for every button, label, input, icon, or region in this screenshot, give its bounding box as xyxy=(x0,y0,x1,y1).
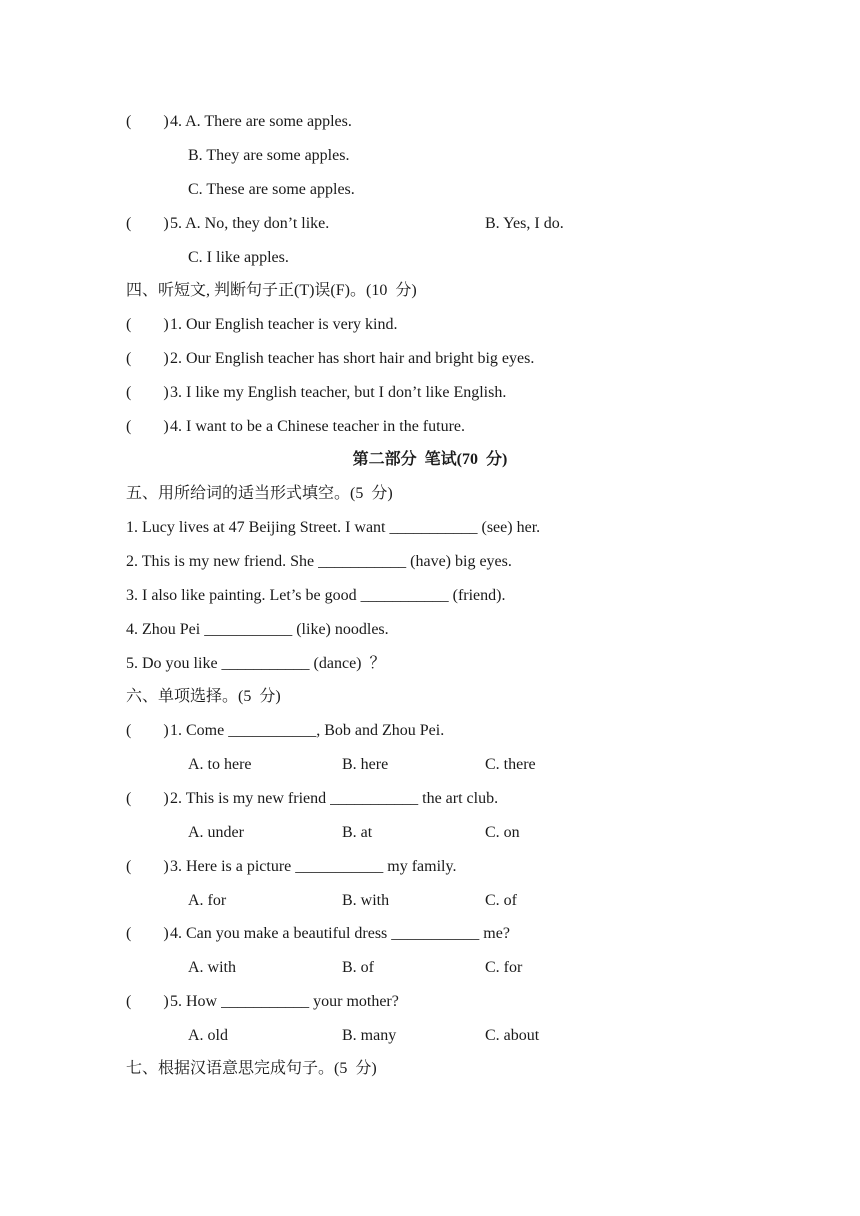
option-c: C. I like apples. xyxy=(188,249,289,266)
statement: 1. Our English teacher is very kind. xyxy=(170,316,398,333)
question-stem: 5. A. No, they don’t like. xyxy=(170,215,330,232)
option-b: B. They are some apples. xyxy=(188,147,350,164)
answer-bracket[interactable]: ( ) xyxy=(126,384,169,401)
answer-bracket[interactable]: ( ) xyxy=(126,925,169,942)
section-heading: 五、用所给词的适当形式填空。(5 分) xyxy=(126,485,393,502)
answer-bracket[interactable]: ( ) xyxy=(126,350,169,367)
option-b: B. Yes, I do. xyxy=(485,215,564,232)
statement: 2. Our English teacher has short hair and bright big eyes. xyxy=(170,350,535,367)
option-b: B. of xyxy=(342,959,374,976)
answer-bracket[interactable]: ( ) xyxy=(126,993,169,1010)
answer-bracket[interactable]: ( ) xyxy=(126,113,169,130)
answer-bracket[interactable]: ( ) xyxy=(126,215,169,232)
answer-bracket[interactable]: ( ) xyxy=(126,316,169,333)
statement: 4. I want to be a Chinese teacher in the future. xyxy=(170,418,465,435)
option-b: B. with xyxy=(342,892,390,909)
section-heading: 六、单项选择。(5 分) xyxy=(126,688,281,705)
statement: 3. I like my English teacher, but I don’t like English. xyxy=(170,384,507,401)
section-heading: 七、根据汉语意思完成句子。(5 分) xyxy=(126,1060,377,1077)
question-stem: 1. Come ___________, Bob and Zhou Pei. xyxy=(170,722,445,739)
fill-in-question: 1. Lucy lives at 47 Beijing Street. I want ___________ (see) her. xyxy=(126,519,541,536)
option-a: A. to here xyxy=(188,756,252,773)
fill-in-question: 2. This is my new friend. She ___________ (have) big eyes. xyxy=(126,553,512,570)
option-c: C. of xyxy=(485,892,517,909)
option-a: A. with xyxy=(188,959,236,976)
section-heading: 四、听短文, 判断句子正(T)误(F)。(10 分) xyxy=(126,282,417,299)
option-c: C. there xyxy=(485,756,536,773)
question-stem: 5. How ___________ your mother? xyxy=(170,993,399,1010)
question-stem: 2. This is my new friend ___________ the art club. xyxy=(170,790,499,807)
option-c: C. on xyxy=(485,824,520,841)
option-a: A. for xyxy=(188,892,227,909)
option-a: A. old xyxy=(188,1027,228,1044)
option-c: C. for xyxy=(485,959,523,976)
option-b: B. many xyxy=(342,1027,397,1044)
fill-in-question: 4. Zhou Pei ___________ (like) noodles. xyxy=(126,621,389,638)
question-stem: 3. Here is a picture ___________ my family. xyxy=(170,858,457,875)
option-c: C. These are some apples. xyxy=(188,181,355,198)
answer-bracket[interactable]: ( ) xyxy=(126,858,169,875)
question-stem: 4. A. There are some apples. xyxy=(170,113,352,130)
option-a: A. under xyxy=(188,824,244,841)
answer-bracket[interactable]: ( ) xyxy=(126,418,169,435)
fill-in-question: 5. Do you like ___________ (dance) ？ xyxy=(126,655,386,672)
fill-in-question: 3. I also like painting. Let’s be good ___________ (friend). xyxy=(126,587,506,604)
option-c: C. about xyxy=(485,1027,540,1044)
answer-bracket[interactable]: ( ) xyxy=(126,722,169,739)
answer-bracket[interactable]: ( ) xyxy=(126,790,169,807)
option-b: B. at xyxy=(342,824,373,841)
question-stem: 4. Can you make a beautiful dress ___________ me? xyxy=(170,925,510,942)
option-b: B. here xyxy=(342,756,389,773)
part-title: 第二部分 笔试(70 分) xyxy=(352,451,508,468)
